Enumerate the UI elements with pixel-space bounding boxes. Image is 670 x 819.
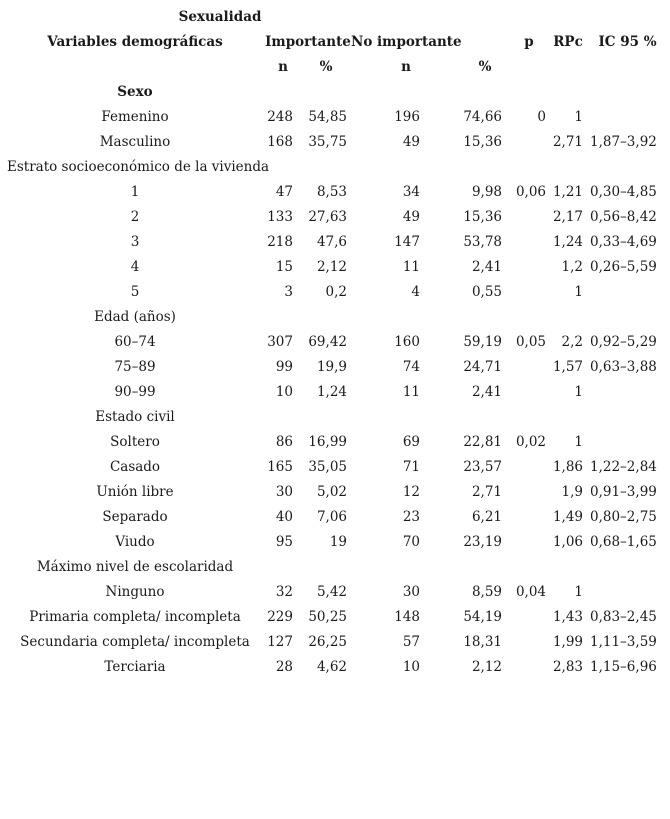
cell-n-importante: 99 [275, 359, 293, 375]
cell-pct-no-importante: 54,19 [463, 609, 502, 625]
group-label: Edad (años) [94, 309, 176, 325]
cell-pct-importante: 7,06 [316, 509, 347, 525]
header-pct-no-importante: % [478, 59, 492, 75]
cell-n-importante: 307 [267, 334, 293, 350]
cell-ic: 0,83–2,45 [590, 609, 657, 625]
cell-p: 0,06 [515, 184, 546, 200]
cell-n-no-importante: 4 [411, 284, 420, 300]
table-title: Sexualidad [178, 9, 262, 25]
cell-rpc: 1 [574, 584, 583, 600]
header-no-importante: No importante [351, 34, 462, 50]
cell-pct-no-importante: 9,98 [471, 184, 502, 200]
group-label: Sexo [117, 84, 153, 100]
cell-p: 0 [537, 109, 546, 125]
cell-pct-importante: 50,25 [308, 609, 347, 625]
cell-pct-no-importante: 18,31 [463, 634, 502, 650]
cell-rpc: 1,99 [552, 634, 583, 650]
cell-pct-importante: 5,42 [316, 584, 347, 600]
cell-pct-importante: 1,24 [316, 384, 347, 400]
cell-n-importante: 15 [275, 259, 293, 275]
cell-n-no-importante: 12 [402, 484, 420, 500]
cell-pct-no-importante: 6,21 [471, 509, 502, 525]
cell-n-no-importante: 49 [402, 134, 420, 150]
cell-rpc: 1 [574, 109, 583, 125]
cell-p: 0,05 [515, 334, 546, 350]
cell-n-importante: 165 [267, 459, 293, 475]
cell-pct-importante: 69,42 [308, 334, 347, 350]
cell-pct-no-importante: 24,71 [463, 359, 502, 375]
row-label: Masculino [99, 134, 171, 150]
cell-n-importante: 3 [284, 284, 293, 300]
cell-pct-importante: 8,53 [316, 184, 347, 200]
cell-pct-no-importante: 59,19 [463, 334, 502, 350]
cell-rpc: 1,57 [552, 359, 583, 375]
cell-rpc: 1,9 [561, 484, 583, 500]
header-pct-importante: % [319, 59, 333, 75]
row-label: Soltero [110, 434, 160, 450]
cell-rpc: 1,86 [552, 459, 583, 475]
cell-pct-no-importante: 74,66 [463, 109, 502, 125]
group-label: Estado civil [95, 409, 175, 425]
cell-pct-importante: 19,9 [316, 359, 347, 375]
cell-pct-no-importante: 53,78 [463, 234, 502, 250]
cell-ic: 0,80–2,75 [590, 509, 657, 525]
cell-n-no-importante: 30 [402, 584, 420, 600]
header-n-no-importante: n [401, 59, 411, 75]
cell-n-no-importante: 196 [394, 109, 420, 125]
cell-rpc: 1 [574, 434, 583, 450]
row-label: 4 [130, 259, 140, 275]
cell-ic: 0,68–1,65 [590, 534, 657, 550]
header-n-importante: n [278, 59, 288, 75]
cell-pct-no-importante: 15,36 [463, 209, 502, 225]
cell-ic: 1,22–2,84 [590, 459, 657, 475]
group-label: Estrato socioeconómico de la vivienda [7, 159, 270, 175]
cell-ic: 0,33–4,69 [590, 234, 657, 250]
cell-n-no-importante: 69 [402, 434, 420, 450]
header-importante: Importante [265, 34, 351, 50]
cell-rpc: 1,21 [552, 184, 583, 200]
cell-ic: 0,92–5,29 [590, 334, 657, 350]
header-rpc: RPc [553, 34, 583, 50]
cell-p: 0,04 [515, 584, 546, 600]
row-label: 75–89 [114, 359, 156, 375]
row-label: 1 [130, 184, 140, 200]
cell-pct-importante: 0,2 [325, 284, 347, 300]
cell-n-importante: 30 [275, 484, 293, 500]
cell-n-importante: 248 [267, 109, 293, 125]
cell-n-importante: 40 [275, 509, 293, 525]
cell-pct-no-importante: 23,19 [463, 534, 502, 550]
cell-rpc: 1,06 [552, 534, 583, 550]
cell-pct-importante: 4,62 [316, 659, 347, 675]
row-label: Ninguno [105, 584, 165, 600]
cell-n-no-importante: 71 [402, 459, 420, 475]
cell-n-importante: 10 [275, 384, 293, 400]
cell-pct-importante: 35,75 [308, 134, 347, 150]
cell-pct-no-importante: 0,55 [471, 284, 502, 300]
row-label: 5 [130, 284, 140, 300]
cell-n-importante: 127 [267, 634, 293, 650]
cell-pct-importante: 54,85 [308, 109, 347, 125]
cell-pct-importante: 2,12 [316, 259, 347, 275]
row-label: Terciaria [104, 659, 166, 675]
cell-pct-no-importante: 2,71 [471, 484, 502, 500]
cell-ic: 1,87–3,92 [590, 134, 657, 150]
cell-rpc: 1,24 [552, 234, 583, 250]
cell-n-no-importante: 34 [402, 184, 420, 200]
cell-n-no-importante: 57 [402, 634, 420, 650]
cell-n-importante: 32 [275, 584, 293, 600]
row-label: Separado [102, 509, 168, 525]
cell-n-importante: 133 [267, 209, 293, 225]
row-label: 2 [130, 209, 140, 225]
cell-n-importante: 229 [267, 609, 293, 625]
cell-rpc: 1 [574, 384, 583, 400]
cell-n-no-importante: 160 [394, 334, 420, 350]
cell-pct-importante: 27,63 [308, 209, 347, 225]
header-ic: IC 95 % [598, 34, 657, 50]
row-label: 90–99 [114, 384, 156, 400]
cell-n-importante: 218 [267, 234, 293, 250]
cell-n-no-importante: 23 [402, 509, 420, 525]
cell-n-no-importante: 11 [402, 259, 420, 275]
cell-n-importante: 95 [275, 534, 293, 550]
cell-p: 0,02 [515, 434, 546, 450]
cell-pct-no-importante: 22,81 [463, 434, 502, 450]
cell-ic: 0,63–3,88 [590, 359, 657, 375]
cell-n-importante: 28 [275, 659, 293, 675]
cell-pct-importante: 16,99 [308, 434, 347, 450]
cell-pct-importante: 35,05 [308, 459, 347, 475]
cell-n-importante: 168 [267, 134, 293, 150]
cell-pct-no-importante: 2,41 [471, 259, 502, 275]
cell-ic: 0,91–3,99 [590, 484, 657, 500]
row-label: 60–74 [114, 334, 156, 350]
cell-n-no-importante: 10 [402, 659, 420, 675]
cell-pct-no-importante: 2,41 [471, 384, 502, 400]
cell-ic: 0,30–4,85 [590, 184, 657, 200]
cell-rpc: 1,43 [552, 609, 583, 625]
row-label: Viudo [115, 534, 155, 550]
cell-n-no-importante: 11 [402, 384, 420, 400]
cell-pct-importante: 47,6 [316, 234, 347, 250]
cell-rpc: 1,49 [552, 509, 583, 525]
cell-pct-no-importante: 8,59 [471, 584, 502, 600]
row-label: Secundaria completa/ incompleta [20, 634, 250, 650]
row-label: Primaria completa/ incompleta [29, 609, 241, 625]
header-variables: Variables demográficas [47, 34, 223, 50]
cell-n-no-importante: 74 [402, 359, 420, 375]
cell-pct-no-importante: 2,12 [471, 659, 502, 675]
cell-ic: 0,26–5,59 [590, 259, 657, 275]
cell-n-no-importante: 147 [394, 234, 420, 250]
cell-ic: 0,56–8,42 [590, 209, 657, 225]
cell-n-no-importante: 148 [394, 609, 420, 625]
cell-rpc: 1,2 [561, 259, 583, 275]
cell-ic: 1,15–6,96 [590, 659, 657, 675]
row-label: 3 [130, 234, 140, 250]
cell-rpc: 1 [574, 284, 583, 300]
cell-pct-importante: 26,25 [308, 634, 347, 650]
cell-pct-importante: 19 [329, 534, 347, 550]
header-p: p [524, 34, 534, 50]
cell-n-no-importante: 70 [402, 534, 420, 550]
cell-rpc: 2,71 [552, 134, 583, 150]
cell-n-importante: 86 [275, 434, 293, 450]
row-label: Femenino [101, 109, 169, 125]
group-label: Máximo nivel de escolaridad [36, 559, 234, 575]
cell-n-no-importante: 49 [402, 209, 420, 225]
cell-rpc: 2,17 [552, 209, 583, 225]
cell-rpc: 2,83 [552, 659, 583, 675]
cell-ic: 1,11–3,59 [590, 634, 657, 650]
cell-pct-no-importante: 23,57 [463, 459, 502, 475]
row-label: Unión libre [96, 484, 174, 500]
cell-n-importante: 47 [275, 184, 293, 200]
cell-rpc: 2,2 [561, 334, 583, 350]
cell-pct-importante: 5,02 [316, 484, 347, 500]
cell-pct-no-importante: 15,36 [463, 134, 502, 150]
row-label: Casado [109, 459, 161, 475]
